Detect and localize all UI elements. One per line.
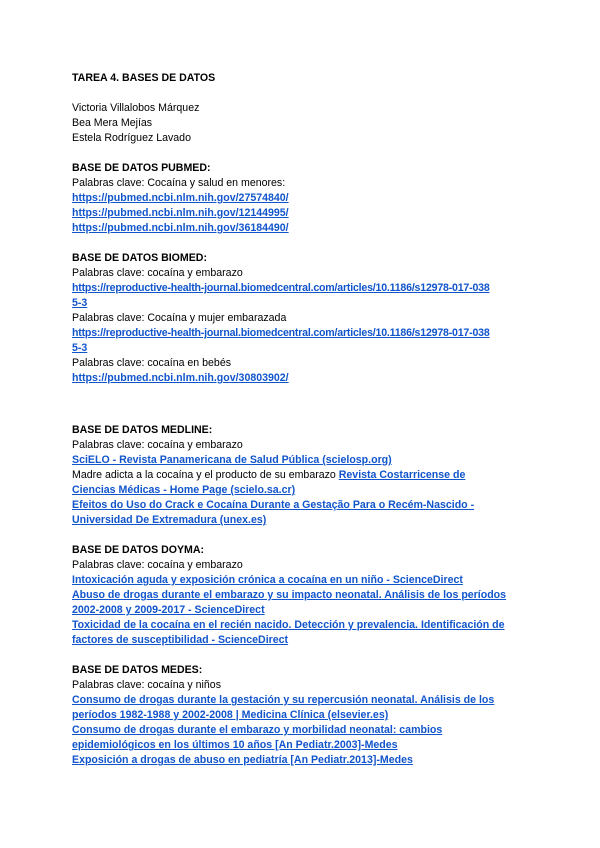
medes-link[interactable]: Exposición a drogas de abuso en pediatría [An Pediatr.2013]-Medes <box>72 754 413 766</box>
medline-link[interactable]: Efeitos do Uso do Crack e Cocaína Durante a Gestação Para o Recém-Nascido - <box>72 499 475 511</box>
medes-link-continuation[interactable]: epidemiológicos en los últimos 10 años [An Pediatr.2003]-Medes <box>72 739 398 751</box>
biomed-link[interactable]: https://reproductive-health-journal.biomedcentral.com/articles/10.1186/s12978-017-038 <box>72 327 490 339</box>
doyma-link[interactable]: Intoxicación aguda y exposición crónica a cocaína en un niño - ScienceDirect <box>72 574 463 586</box>
section-heading-medes: BASE DE DATOS MEDES: <box>72 664 203 676</box>
keywords-text: Palabras clave: cocaína y embarazo <box>72 267 243 279</box>
pubmed-link[interactable]: https://pubmed.ncbi.nlm.nih.gov/36184490/ <box>72 222 289 234</box>
section-heading-medline: BASE DE DATOS MEDLINE: <box>72 424 213 436</box>
author-name: Estela Rodríguez Lavado <box>72 132 191 144</box>
medes-link-continuation[interactable]: períodos 1982-1988 y 2002-2008 | Medicina Clínica (elsevier.es) <box>72 709 389 721</box>
doyma-link[interactable]: Abuso de drogas durante el embarazo y su impacto neonatal. Análisis de los períodos <box>72 589 507 601</box>
pubmed-link[interactable]: https://pubmed.ncbi.nlm.nih.gov/27574840/ <box>72 192 289 204</box>
keywords-text: Palabras clave: cocaína en bebés <box>72 357 232 369</box>
section-heading-doyma: BASE DE DATOS DOYMA: <box>72 544 205 556</box>
biomed-link-continuation[interactable]: 5-3 <box>72 297 88 309</box>
medline-link-continuation[interactable]: Universidad De Extremadura (unex.es) <box>72 514 267 526</box>
medes-link[interactable]: Consumo de drogas durante la gestación y su repercusión neonatal. Análisis de los <box>72 694 495 706</box>
doyma-link-continuation[interactable]: factores de susceptibilidad - ScienceDirect <box>72 634 289 646</box>
author-name: Bea Mera Mejías <box>72 117 153 129</box>
document-body <box>72 71 532 768</box>
medline-link[interactable]: SciELO - Revista Panamericana de Salud Pública (scielosp.org) <box>72 454 392 466</box>
keywords-text: Palabras clave: cocaína y embarazo <box>72 559 243 571</box>
author-name: Victoria Villalobos Márquez <box>72 102 200 114</box>
keywords-text: Palabras clave: Cocaína y salud en menores: <box>72 177 286 189</box>
biomed-link[interactable]: https://reproductive-health-journal.biomedcentral.com/articles/10.1186/s12978-017-038 <box>72 282 490 294</box>
section-heading-biomed: BASE DE DATOS BIOMED: <box>72 252 207 264</box>
biomed-link[interactable]: https://pubmed.ncbi.nlm.nih.gov/30803902/ <box>72 372 289 384</box>
keywords-text: Palabras clave: cocaína y niños <box>72 679 221 691</box>
keywords-text: Palabras clave: cocaína y embarazo <box>72 439 243 451</box>
medline-link[interactable]: Revista Costarricense de <box>338 469 466 481</box>
medline-plain-text: Madre adicta a la cocaína y el producto de su embarazo <box>72 469 339 481</box>
document-title: TAREA 4. BASES DE DATOS <box>72 72 216 84</box>
doyma-link[interactable]: Toxicidad de la cocaína en el recién nacido. Detección y prevalencia. Identificación de <box>72 619 505 631</box>
pubmed-link[interactable]: https://pubmed.ncbi.nlm.nih.gov/12144995/ <box>72 207 289 219</box>
keywords-text: Palabras clave: Cocaína y mujer embarazada <box>72 312 287 324</box>
biomed-link-continuation[interactable]: 5-3 <box>72 342 88 354</box>
doyma-link-continuation[interactable]: 2002-2008 y 2009-2017 - ScienceDirect <box>72 604 265 616</box>
medline-link-continuation[interactable]: Ciencias Médicas - Home Page (scielo.sa.cr) <box>72 484 296 496</box>
medes-link[interactable]: Consumo de drogas durante el embarazo y morbilidad neonatal: cambios <box>72 724 443 736</box>
section-heading-pubmed: BASE DE DATOS PUBMED: <box>72 162 211 174</box>
